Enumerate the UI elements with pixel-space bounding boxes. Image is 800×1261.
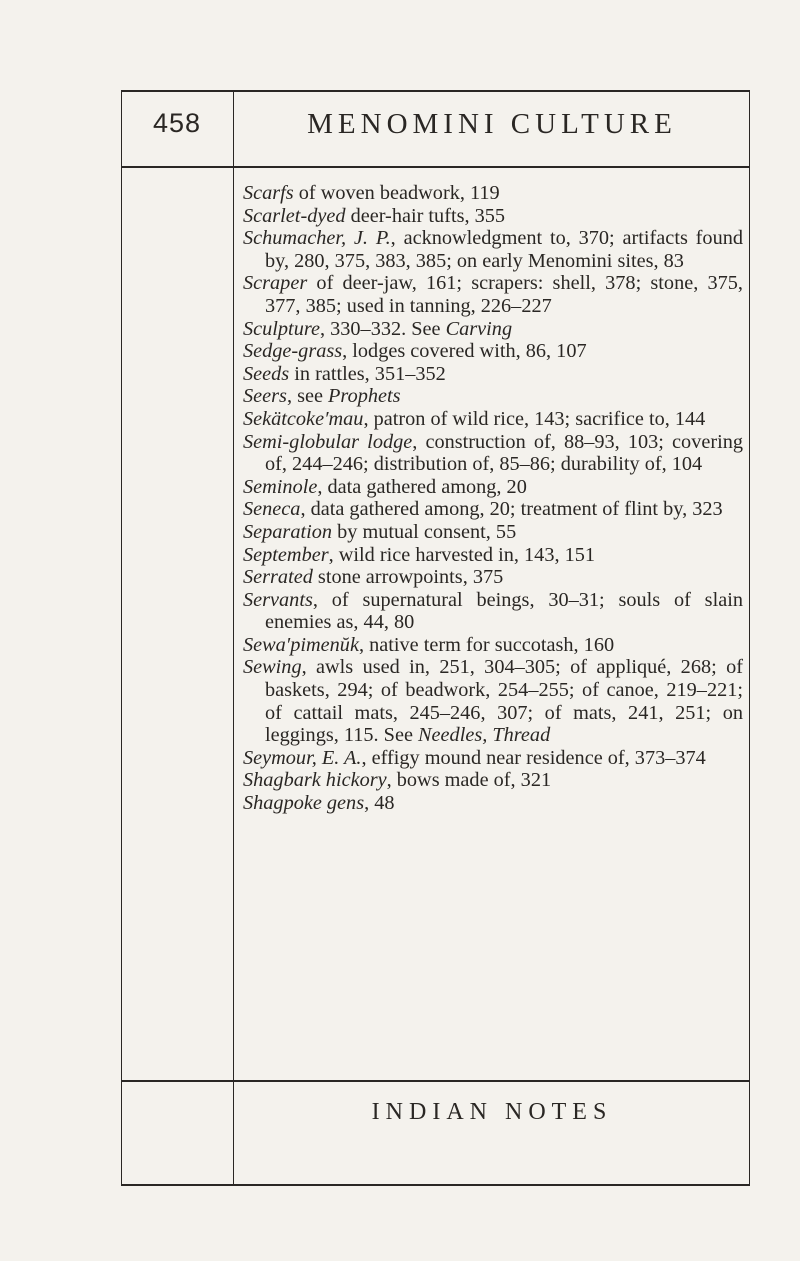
index-entry bbox=[243, 634, 743, 657]
index-references: , patron of wild rice, 143; sacrifice to, 144 bbox=[363, 407, 706, 430]
index-entry bbox=[243, 340, 743, 363]
index-references: , acknowledgment to, 370; artifacts found by, 280, 375, 383, 385; on early Menomini sites, 83 bbox=[265, 227, 743, 272]
cross-reference-term: Carving bbox=[445, 317, 513, 340]
index-references: , 48 bbox=[364, 792, 395, 815]
index-entry bbox=[243, 769, 743, 792]
index-references: , effigy mound near residence of, 373–374 bbox=[361, 746, 706, 769]
index-references: , wild rice harvested in, 143, 151 bbox=[328, 543, 596, 566]
index-entry bbox=[243, 656, 743, 746]
index-term: Sedge-grass bbox=[243, 340, 343, 363]
index-entry bbox=[243, 182, 743, 205]
index-references: , construction of, 88–93, 103; covering of, 244–246; distribution of, 85–86; durability of, 104 bbox=[265, 430, 744, 476]
page-number: 458 bbox=[152, 108, 202, 138]
index-entry bbox=[243, 363, 743, 386]
index-entry bbox=[243, 544, 743, 567]
cross-reference-term: Prophets bbox=[328, 385, 401, 408]
index-references: , data gathered among, 20; treatment of flint by, 323 bbox=[300, 498, 723, 521]
index-entry bbox=[243, 792, 743, 815]
index-entry bbox=[243, 566, 743, 589]
index-term: Seers bbox=[243, 385, 287, 408]
cross-reference-term: Needles, Thread bbox=[418, 724, 551, 747]
index-references: in rattles, 351–352 bbox=[289, 362, 446, 385]
index-references: , of supernatural beings, 30–31; souls of slain enemies as, 44, 80 bbox=[265, 588, 743, 634]
index-entries bbox=[243, 182, 743, 815]
index-entry bbox=[243, 205, 743, 228]
index-term: September bbox=[243, 543, 329, 566]
index-term: Servants bbox=[243, 588, 313, 611]
running-head: MENOMINI CULTURE bbox=[307, 108, 677, 140]
index-term: Seeds bbox=[243, 362, 290, 385]
index-entry bbox=[243, 227, 743, 272]
index-term: Scarlet-dyed bbox=[243, 204, 346, 227]
index-term: Seymour, E. A. bbox=[243, 746, 362, 769]
index-entry bbox=[243, 747, 743, 770]
index-references: , data gathered among, 20 bbox=[317, 475, 527, 498]
index-references: of deer-jaw, 161; scrapers: shell, 378; stone, 375, 377, 385; used in tanning, 226–227 bbox=[265, 272, 743, 317]
rule-header-bottom bbox=[121, 166, 750, 168]
rule-bottom bbox=[121, 1184, 750, 1186]
footer-text: INDIAN NOTES bbox=[371, 1099, 613, 1125]
index-entry bbox=[243, 521, 743, 544]
index-term: Scraper bbox=[243, 272, 308, 295]
index-entry bbox=[243, 498, 743, 521]
index-term: Scarfs bbox=[243, 182, 294, 204]
rule-top bbox=[121, 90, 750, 92]
index-term: Serrated bbox=[243, 566, 313, 589]
index-term: Seminole bbox=[243, 475, 318, 498]
rule-column-divider bbox=[233, 90, 234, 1186]
index-references: deer-hair tufts, 355 bbox=[345, 204, 506, 227]
index-term: Semi-globular lodge bbox=[243, 430, 413, 453]
rule-right bbox=[749, 90, 750, 1186]
index-references: of woven beadwork, 119 bbox=[293, 182, 500, 204]
index-entry bbox=[243, 272, 743, 317]
index-entry bbox=[243, 318, 743, 341]
index-entry bbox=[243, 385, 743, 408]
rule-footer-top bbox=[121, 1080, 750, 1082]
index-term: Schumacher, J. P. bbox=[243, 227, 391, 250]
index-references: , 330–332. See bbox=[319, 317, 446, 340]
index-references: , native term for succotash, 160 bbox=[358, 633, 615, 656]
index-term: Sewing bbox=[243, 656, 302, 679]
index-entry bbox=[243, 431, 743, 476]
index-references: , lodges covered with, 86, 107 bbox=[342, 340, 587, 363]
index-term: Separation bbox=[243, 520, 333, 543]
index-references: by mutual consent, 55 bbox=[332, 520, 517, 543]
index-references: , bows made of, 321 bbox=[386, 769, 552, 792]
rule-left bbox=[121, 90, 122, 1186]
index-term: Sculpture bbox=[243, 317, 320, 340]
index-term: Sewa′pimenŭk bbox=[243, 633, 359, 656]
index-term: Shagbark hickory bbox=[243, 769, 387, 792]
index-entry bbox=[243, 476, 743, 499]
index-references: , awls used in, 251, 304–305; of appliqué, 268; of baskets, 294; of beadwork, 254–255; of canoe, 219–221; of cattail mats, 245–246, 307; of mats, 241, 251; on leggings, 115. See bbox=[265, 656, 743, 747]
index-entry bbox=[243, 589, 743, 634]
index-term: Sekätcoke′mau bbox=[243, 407, 364, 430]
index-references: stone arrowpoints, 375 bbox=[312, 566, 504, 589]
index-term: Shagpoke gens bbox=[243, 792, 365, 815]
index-entry bbox=[243, 408, 743, 431]
index-references: , see bbox=[286, 385, 329, 408]
index-term: Seneca bbox=[243, 498, 301, 521]
